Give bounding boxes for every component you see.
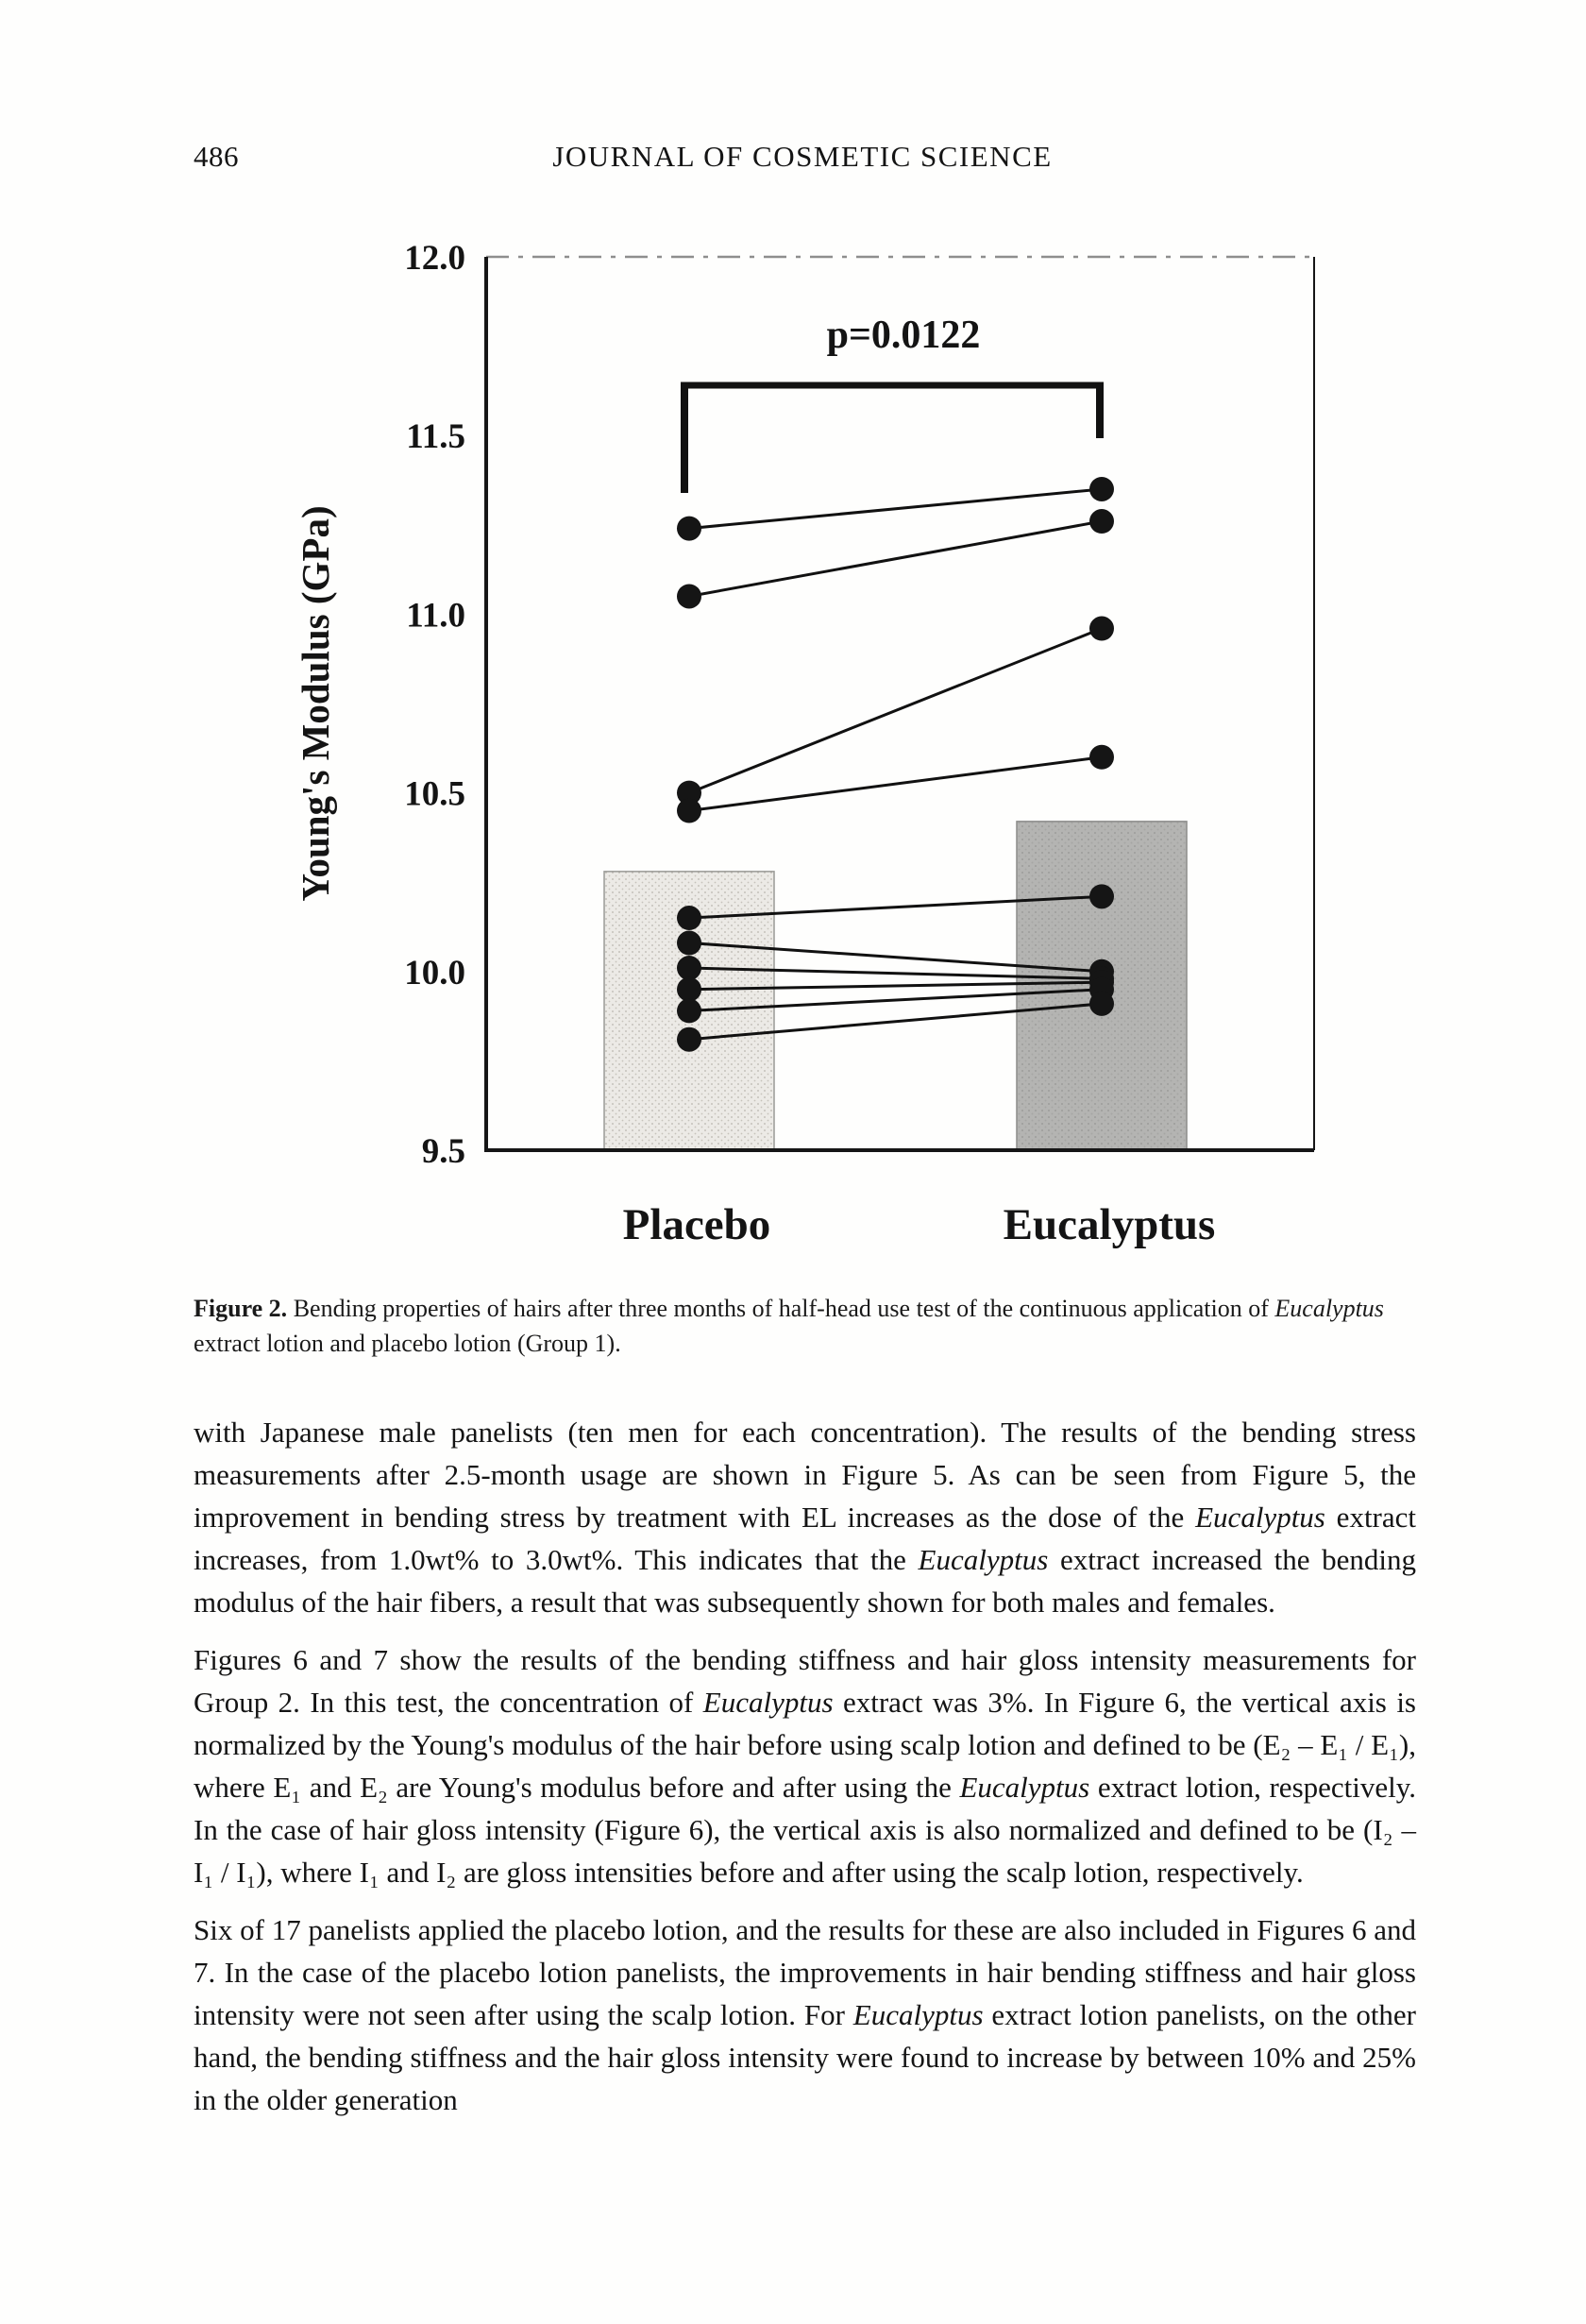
pair-line: [689, 757, 1102, 811]
text-segment: Six of 17 panelists applied the placebo lotion, and the results for these are also included in Figures 6 and 7. In the case of the placebo lotion panelists, the improvements in hair bending stiffness and hair gloss intensity were not seen after using the scalp lotion. For: [194, 1913, 1416, 2031]
p-value-label: p=0.0122: [826, 314, 981, 357]
text-segment: extract lotion panelists, on the other hand, the bending stiffness and the hair gloss intensity were found to increase by between 10% and 25% in the older generation: [194, 1998, 1417, 2116]
placebo-data-point: [677, 799, 701, 823]
italic-text: Eucalyptus: [959, 1771, 1090, 1804]
placebo-data-point: [677, 956, 701, 980]
figure-2-chart: [274, 236, 1331, 1275]
y-tick-label: 9.5: [421, 1132, 465, 1171]
placebo-data-point: [677, 906, 701, 930]
text-segment: extract lotion, respectively. In the case of hair gloss intensity (Figure 6), the vertical axis is also normalized and defined to be (I₂ – I₁ / I₁), where I₁ and I₂ are gloss intensities before and after using the scalp lotion, respectively.: [194, 1771, 1416, 1889]
paragraph: [194, 1638, 1416, 1893]
y-tick-label: 10.0: [404, 953, 465, 992]
placebo-data-point: [677, 517, 701, 541]
journal-title: JOURNAL OF COSMETIC SCIENCE: [552, 140, 1053, 173]
text-segment: extract lotion and placebo lotion (Group 1).: [194, 1329, 621, 1357]
article-body: [194, 1411, 1416, 2121]
paragraph: [194, 1908, 1416, 2121]
eucalyptus-data-point: [1089, 884, 1114, 908]
y-axis-title: Young's Modulus (GPa): [294, 505, 337, 902]
placebo-data-point: [677, 584, 701, 608]
chart-svg: [274, 236, 1331, 1275]
placebo-data-point: [677, 977, 701, 1002]
figure-caption: [194, 1292, 1421, 1362]
eucalyptus-data-point: [1089, 477, 1114, 501]
eucalyptus-data-point: [1089, 745, 1114, 770]
y-tick-label: 11.5: [406, 417, 465, 457]
page-number: 486: [194, 140, 239, 173]
text-segment: with Japanese male panelists (ten men for each concentration). The results of the bending stress measurements after 2.5-month usage are shown in Figure 5. As can be seen from Figure 5, the improvement in bending stress by treatment with EL increases as the dose of the: [194, 1416, 1416, 1534]
eucalyptus-data-point: [1089, 992, 1114, 1016]
pair-line: [689, 521, 1102, 596]
text-segment: extract increases, from 1.0wt% to 3.0wt%. This indicates that the: [194, 1501, 1417, 1576]
italic-text: Eucalyptus: [852, 1998, 984, 2031]
x-category-label-eucalyptus: Eucalyptus: [1003, 1200, 1216, 1249]
italic-text: Eucalyptus: [1195, 1501, 1325, 1534]
pair-line: [689, 489, 1102, 529]
text-segment: extract increased the bending modulus of the hair fibers, a result that was subsequently shown for both males and females.: [194, 1543, 1416, 1619]
eucalyptus-data-point: [1089, 509, 1114, 534]
y-tick-label: 12.0: [404, 239, 465, 278]
placebo-data-point: [677, 931, 701, 956]
eucalyptus-data-point: [1089, 617, 1114, 641]
placebo-data-point: [677, 998, 701, 1023]
italic-text: Eucalyptus: [702, 1686, 834, 1719]
placebo-data-point: [677, 1027, 701, 1052]
y-tick-label: 11.0: [406, 596, 465, 636]
y-tick-label: 10.5: [404, 774, 465, 814]
pair-line: [689, 629, 1102, 793]
italic-text: Eucalyptus: [1274, 1295, 1384, 1322]
paragraph: [194, 1411, 1416, 1623]
x-category-label-placebo: Placebo: [622, 1200, 771, 1249]
text-segment: extract was 3%. In Figure 6, the vertical axis is normalized by the Young's modulus of the hair before using scalp lotion and defined to be (E₂ – E₁ / E₁), where E₁ and E₂ are Young's modulus before and after using the: [194, 1686, 1416, 1804]
text-segment: Bending properties of hairs after three months of half-head use test of the continuous application of: [287, 1295, 1275, 1322]
text-segment: Figures 6 and 7 show the results of the bending stiffness and hair gloss intensity measurements for Group 2. In this test, the concentration of: [194, 1643, 1416, 1719]
caption-label: Figure 2.: [194, 1295, 288, 1322]
italic-text: Eucalyptus: [918, 1543, 1049, 1576]
